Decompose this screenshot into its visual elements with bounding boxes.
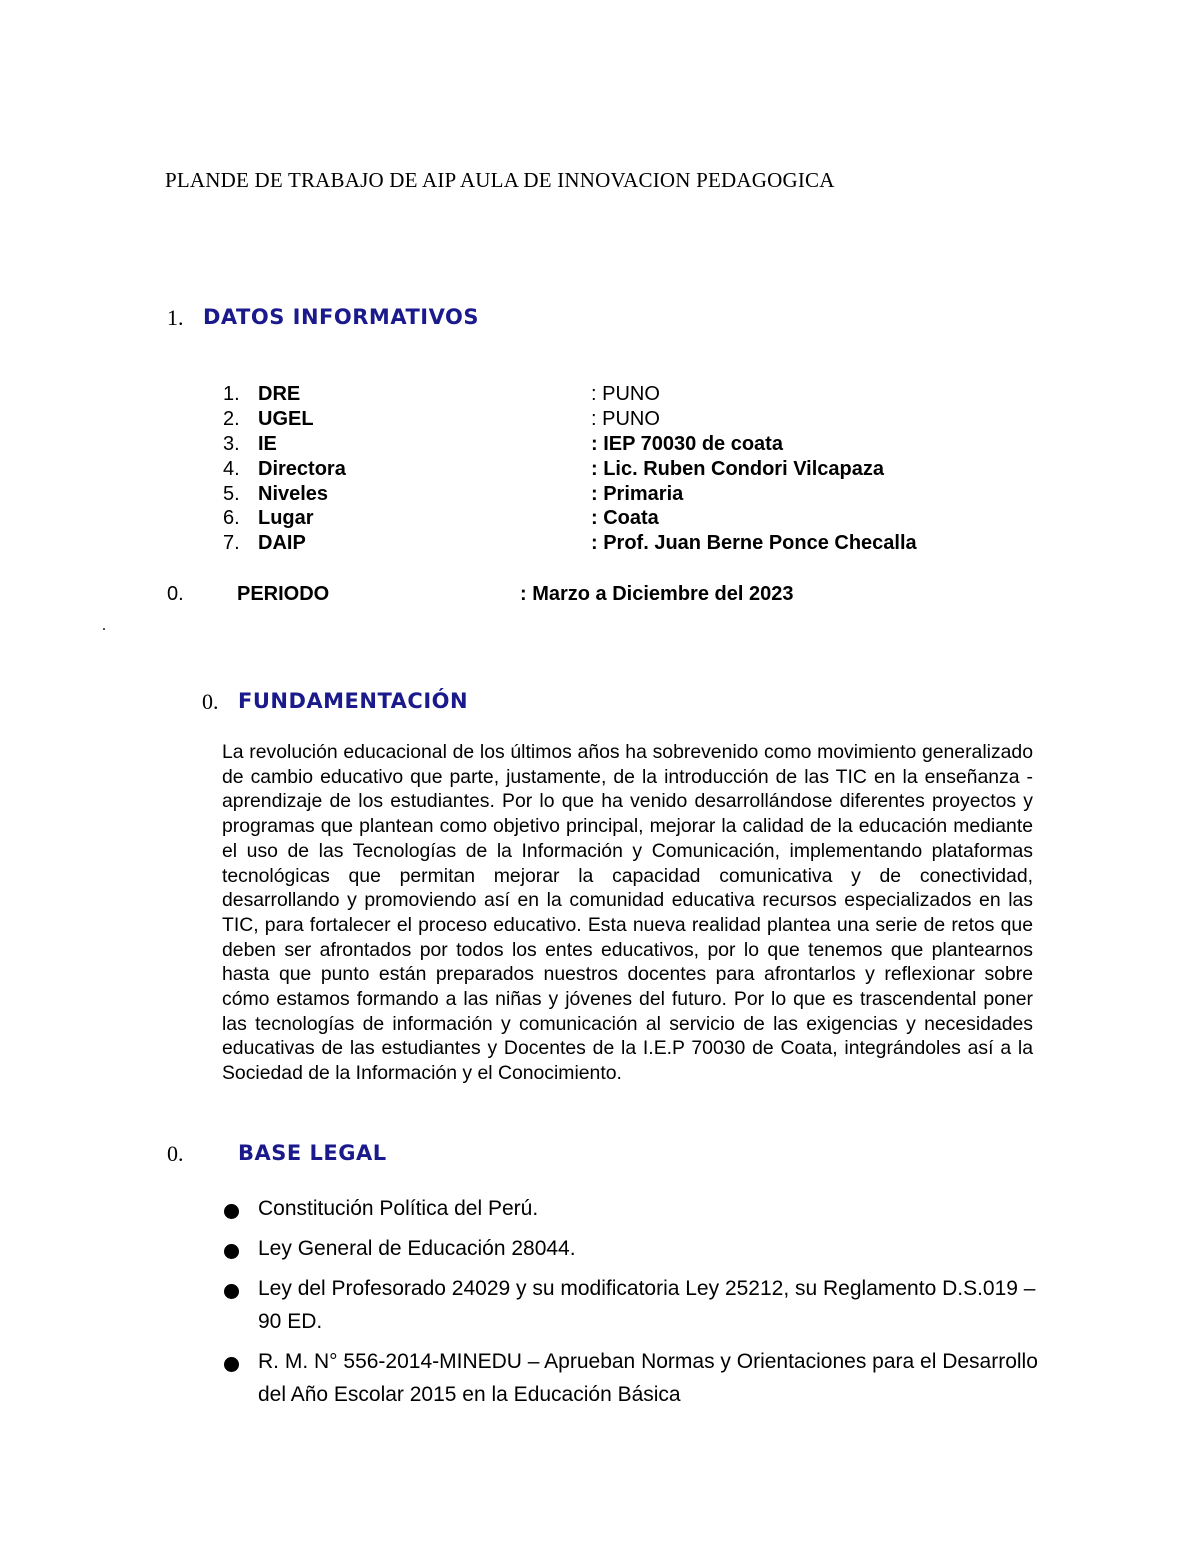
data-row	[0, 383, 1200, 408]
fundamentacion-paragraph: La revolución educacional de los últimos años ha sobrevenido como movimiento generalizado de cambio educativo que parte, justamente, de la introducción de las TIC en la enseñanza - aprendizaje de los estudiantes. Por lo que ha venido desarrollándose diferentes proyectos y programas que plantean como objetivo principal, mejorar la calidad de la educación mediante el uso de las Tecnologías de la Información y Comunicación, implementando plataformas tecnológicas que permitan mejorar la capacidad comunicativa y de conectividad, desarrollando y promoviendo así en la comunidad educativa recursos especializados en las TIC, para fortalecer el proceso educativo. Esta nueva realidad plantea una serie de retos que deben ser afrontados por todos los entes educativos, por lo que tenemos que plantearnos hasta que punto están preparados nuestros docentes para afrontarlos y reflexionar sobre cómo estamos formando a las niñas y jóvenes del futuro. Por lo que es trascendental poner las tecnologías de información y comunicación al servicio de las exigencias y necesidades educativas de las estudiantes y Docentes de la I.E.P 70030 de Coata, integrándoles así a la Sociedad de la Información y el Conocimiento.	[222, 741, 1033, 1085]
list-item	[222, 1272, 1042, 1338]
list-item-text: Ley General de Educación 28044.	[258, 1237, 576, 1260]
data-value: : Prof. Juan Berne Ponce Checalla	[591, 532, 917, 554]
data-row	[0, 507, 1200, 532]
list-item	[222, 1232, 1042, 1265]
data-value: : Lic. Ruben Condori Vilcapaza	[591, 458, 885, 480]
base-legal-list	[222, 1192, 1042, 1418]
data-key: IE	[258, 433, 277, 455]
data-number: 3.	[223, 433, 240, 455]
list-item-text: R. M. N° 556-2014-MINEDU – Aprueban Normas y Orientaciones para el Desarrollo del Año Escolar 2015 en la Educación Básica	[258, 1350, 1038, 1406]
data-row	[0, 483, 1200, 508]
data-key: DAIP	[258, 532, 306, 554]
data-value: : Primaria	[591, 483, 684, 505]
bullet-icon	[224, 1244, 239, 1259]
bullet-icon	[224, 1357, 239, 1372]
data-key: DRE	[258, 383, 301, 405]
periodo-label: PERIODO	[237, 583, 330, 605]
data-value: : PUNO	[591, 383, 660, 405]
list-item	[222, 1192, 1042, 1225]
list-item-text: Ley del Profesorado 24029 y su modificatoria Ley 25212, su Reglamento D.S.019 – 90 ED.	[258, 1277, 1036, 1333]
periodo-row	[0, 583, 1200, 608]
list-item-text: Constitución Política del Perú.	[258, 1197, 539, 1220]
data-value: : IEP 70030 de coata	[591, 433, 783, 455]
data-key: UGEL	[258, 408, 314, 430]
data-key: Lugar	[258, 507, 314, 529]
section-number: 0.	[202, 689, 219, 714]
data-number: 7.	[223, 532, 240, 554]
periodo-number: 0.	[167, 583, 184, 605]
document-title: PLANDE DE TRABAJO DE AIP AULA DE INNOVACION PEDAGOGICA	[165, 168, 835, 192]
data-key: Directora	[258, 458, 346, 480]
periodo-value: : Marzo a Diciembre del 2023	[520, 583, 794, 605]
data-number: 2.	[223, 408, 240, 430]
data-row	[0, 433, 1200, 458]
data-number: 4.	[223, 458, 240, 480]
stray-mark	[103, 628, 105, 630]
data-number: 6.	[223, 507, 240, 529]
data-row	[0, 408, 1200, 433]
bullet-icon	[224, 1284, 239, 1299]
section-number: 0.	[167, 1141, 184, 1166]
list-item	[222, 1345, 1042, 1411]
data-number: 1.	[223, 383, 240, 405]
data-number: 5.	[223, 483, 240, 505]
data-row	[0, 532, 1200, 557]
section-number: 1.	[167, 305, 184, 330]
data-value: : PUNO	[591, 408, 660, 430]
data-value: : Coata	[591, 507, 659, 529]
section-heading-base-legal: BASE LEGAL	[238, 1141, 387, 1165]
section-heading-datos: DATOS INFORMATIVOS	[203, 305, 479, 329]
data-key: Niveles	[258, 483, 329, 505]
data-row	[0, 458, 1200, 483]
bullet-icon	[224, 1204, 239, 1219]
section-heading-fundamentacion: FUNDAMENTACIÓN	[238, 689, 469, 713]
